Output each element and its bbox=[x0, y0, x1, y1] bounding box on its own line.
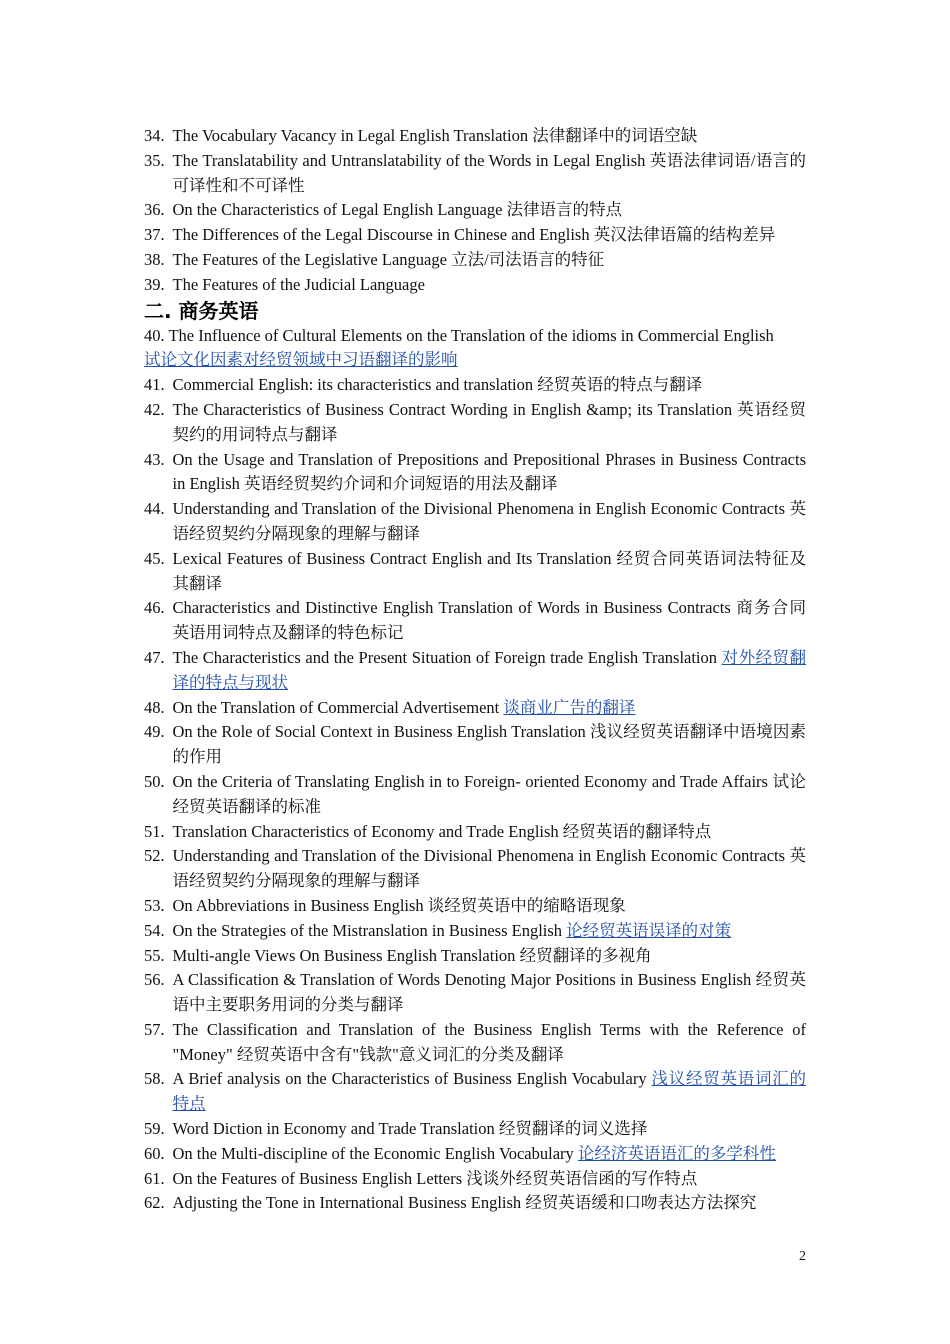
item-english-title: On the Translation of Commercial Advertisement bbox=[172, 697, 500, 717]
item-chinese-title: 英语法律词语/语言的可译性和不可译性 bbox=[172, 150, 807, 195]
item-number: 39. bbox=[144, 274, 165, 294]
item-chinese-title: 浅谈外经贸英语信函的写作特点 bbox=[466, 1168, 698, 1188]
list-item bbox=[144, 497, 806, 547]
list-item bbox=[144, 223, 806, 248]
item-english-title: The Features of the Legislative Language bbox=[172, 249, 447, 269]
item-number: 37. bbox=[144, 225, 165, 245]
list-item bbox=[144, 373, 806, 398]
item-english-title: The Differences of the Legal Discourse in Chinese and English bbox=[172, 225, 590, 245]
item-english-title: On the Features of Business English Letters bbox=[172, 1168, 463, 1188]
chinese-title-link[interactable]: 浅议经贸英语词汇的特点 bbox=[172, 1069, 807, 1114]
item-english-title: On the Usage and Translation of Prepositions and Prepositional Phrases in Business Contracts in English bbox=[172, 449, 806, 494]
list-item bbox=[144, 248, 806, 273]
list-item bbox=[144, 646, 806, 696]
item-number: 41. bbox=[144, 375, 165, 395]
list-item bbox=[144, 1191, 806, 1216]
item-chinese-title: 经贸英语的特点与翻译 bbox=[537, 375, 703, 395]
item-number: 42. bbox=[144, 399, 165, 419]
business-english-topics bbox=[144, 373, 806, 1216]
list-item bbox=[144, 844, 806, 894]
topic-list bbox=[144, 124, 806, 1216]
item-english-title: On the Role of Social Context in Business English Translation bbox=[172, 722, 586, 742]
item-english-title: A Brief analysis on the Characteristics of Business English Vocabulary bbox=[172, 1069, 647, 1089]
item-chinese-title: 法律翻译中的词语空缺 bbox=[532, 126, 698, 145]
item-chinese-title: 商务合同英语用词特点及翻译的特色标记 bbox=[172, 598, 806, 643]
item-number: 61. bbox=[144, 1168, 165, 1188]
item-english-title: Lexical Features of Business Contract English and Its Translation bbox=[172, 548, 612, 568]
item-chinese-title: 经贸合同英语词法特征及其翻译 bbox=[172, 548, 807, 593]
item-english-title: On the Criteria of Translating English in to Foreign- oriented Economy and Trade Affairs bbox=[172, 771, 768, 791]
list-item bbox=[144, 398, 806, 448]
item-english-title: Commercial English: its characteristics and translation bbox=[172, 375, 534, 395]
list-item bbox=[144, 448, 806, 498]
list-item bbox=[144, 1142, 806, 1167]
list-item bbox=[144, 820, 806, 845]
list-item bbox=[144, 124, 806, 149]
item-number: 53. bbox=[144, 895, 165, 915]
list-item bbox=[144, 149, 806, 199]
item-number: 57. bbox=[144, 1019, 165, 1039]
list-item bbox=[144, 324, 806, 374]
chinese-title-link[interactable]: 试论文化因素对经贸领域中习语翻译的影响 bbox=[144, 350, 458, 370]
item-number: 43. bbox=[144, 449, 165, 469]
list-item bbox=[144, 273, 806, 298]
item-english-title: Adjusting the Tone in International Business English bbox=[172, 1193, 522, 1213]
item-english-title: Understanding and Translation of the Divisional Phenomena in English Economic Contracts bbox=[172, 499, 786, 519]
list-item bbox=[144, 720, 806, 770]
list-item bbox=[144, 547, 806, 597]
item-english-title: The Characteristics and the Present Situation of Foreign trade English Translation bbox=[172, 647, 718, 667]
list-item bbox=[144, 1117, 806, 1142]
chinese-title-link[interactable]: 论经贸英语误译的对策 bbox=[566, 920, 732, 940]
item-chinese-title: 英语经贸契约分隔现象的理解与翻译 bbox=[172, 499, 806, 543]
item-english-title: On Abbreviations in Business English bbox=[172, 895, 424, 915]
item-chinese-title: 经贸英语中主要职务用词的分类与翻译 bbox=[172, 970, 807, 1015]
list-item bbox=[144, 919, 806, 944]
list-item bbox=[144, 968, 806, 1018]
item-number: 62. bbox=[144, 1193, 165, 1213]
item-number: 46. bbox=[144, 598, 165, 618]
item-english-title: Multi-angle Views On Business English Translation bbox=[172, 945, 516, 965]
legal-english-topics bbox=[144, 124, 806, 298]
list-item bbox=[144, 1167, 806, 1192]
item-number: 45. bbox=[144, 548, 165, 568]
item-number: 44. bbox=[144, 499, 165, 519]
item-number: 38. bbox=[144, 249, 165, 269]
item-number: 40. bbox=[144, 325, 165, 345]
item-number: 35. bbox=[144, 150, 165, 170]
item-number: 51. bbox=[144, 821, 165, 841]
item-number: 52. bbox=[144, 846, 165, 866]
item-chinese-title: 法律语言的特点 bbox=[506, 200, 623, 220]
list-item bbox=[144, 1067, 806, 1117]
item-english-title: The Classification and Translation of the Business English Terms with the Reference of "Money" bbox=[172, 1019, 806, 1064]
list-item bbox=[144, 770, 806, 820]
item-chinese-title: 经贸翻译的多视角 bbox=[519, 945, 652, 965]
item-english-title: The Translatability and Untranslatability of the Words in Legal English bbox=[172, 150, 646, 170]
list-item bbox=[144, 696, 806, 721]
item-chinese-title: 浅议经贸英语翻译中语境因素的作用 bbox=[172, 722, 807, 767]
item-number: 36. bbox=[144, 200, 165, 220]
item-english-title: Characteristics and Distinctive English Translation of Words in Business Contracts bbox=[172, 598, 731, 618]
item-number: 54. bbox=[144, 920, 165, 940]
item-english-title: Understanding and Translation of the Divisional Phenomena in English Economic Contracts bbox=[172, 846, 786, 866]
item-english-title: The Vocabulary Vacancy in Legal English Translation bbox=[172, 126, 529, 145]
item-number: 60. bbox=[144, 1143, 165, 1163]
item-number: 56. bbox=[144, 970, 165, 990]
item-chinese-title: 英语经贸契约介词和介词短语的用法及翻译 bbox=[244, 474, 558, 494]
item-chinese-title: 英语经贸契约的用词特点与翻译 bbox=[172, 399, 807, 444]
page-number: 2 bbox=[799, 1249, 806, 1264]
item-english-title: Word Diction in Economy and Trade Translation bbox=[172, 1119, 495, 1139]
item-chinese-title: 经贸英语的翻译特点 bbox=[562, 821, 712, 841]
item-english-title: On the Strategies of the Mistranslation in Business English bbox=[172, 920, 563, 940]
list-item bbox=[144, 944, 806, 969]
item-number: 47. bbox=[144, 647, 165, 667]
item-chinese-title: 英汉法律语篇的结构差异 bbox=[593, 225, 776, 245]
list-item bbox=[144, 198, 806, 223]
item-english-title: On the Multi-discipline of the Economic English Vocabulary bbox=[172, 1143, 574, 1163]
section-heading-business-english: 二. 商务英语 bbox=[144, 298, 259, 323]
item-number: 48. bbox=[144, 697, 165, 717]
list-item bbox=[144, 894, 806, 919]
list-item bbox=[144, 1018, 806, 1068]
item-chinese-title: 经贸英语缓和口吻表达方法探究 bbox=[525, 1193, 757, 1213]
item-chinese-title: 英语经贸契约分隔现象的理解与翻译 bbox=[172, 846, 806, 891]
list-item bbox=[144, 596, 806, 646]
item-english-title: On the Characteristics of Legal English Language bbox=[172, 200, 503, 220]
chinese-title-link[interactable]: 论经济英语语汇的多学科性 bbox=[577, 1143, 776, 1163]
item-english-title: The Features of the Judicial Language bbox=[172, 274, 425, 294]
item-number: 59. bbox=[144, 1119, 165, 1139]
item-number: 50. bbox=[144, 771, 165, 791]
item-chinese-title: 立法/司法语言的特征 bbox=[451, 249, 605, 269]
item-english-title: Translation Characteristics of Economy and Trade English bbox=[172, 821, 559, 841]
item-number: 34. bbox=[144, 126, 165, 145]
item-chinese-title: 谈经贸英语中的缩略语现象 bbox=[427, 895, 626, 915]
item-english-title: The Characteristics of Business Contract Wording in English &amp; its Translation bbox=[172, 399, 733, 419]
item-english-title: The Influence of Cultural Elements on the Translation of the idioms in Commercial English bbox=[168, 325, 774, 345]
chinese-title-link[interactable]: 对外经贸翻译的特点与现状 bbox=[172, 647, 807, 692]
item-english-title: A Classification & Translation of Words Denoting Major Positions in Business English bbox=[172, 970, 752, 990]
chinese-title-link[interactable]: 谈商业广告的翻译 bbox=[503, 697, 636, 717]
item-number: 49. bbox=[144, 722, 165, 742]
item-chinese-title: 经贸英语中含有"钱款"意义词汇的分类及翻译 bbox=[236, 1044, 564, 1064]
item-chinese-title: 经贸翻译的词义选择 bbox=[498, 1119, 648, 1139]
item-chinese-title: 试论经贸英语翻译的标准 bbox=[172, 771, 807, 816]
item-number: 58. bbox=[144, 1069, 165, 1089]
item-number: 55. bbox=[144, 945, 165, 965]
